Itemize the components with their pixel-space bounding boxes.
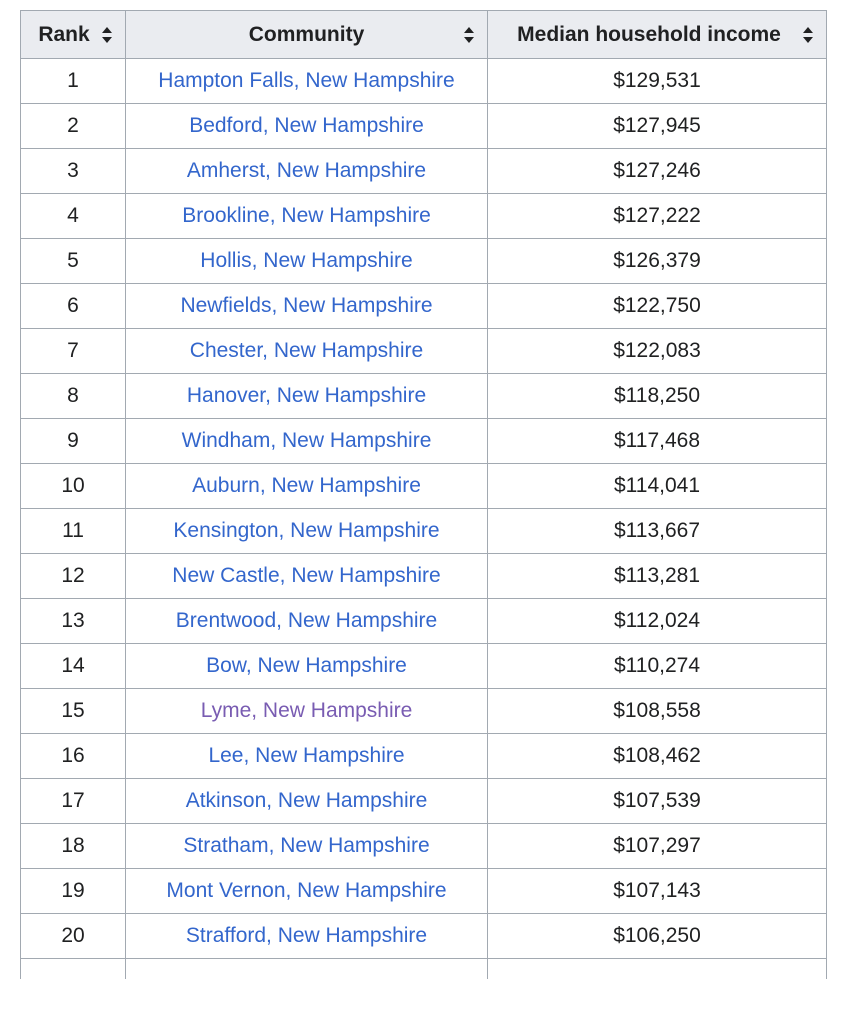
community-link[interactable]: Hampton Falls, New Hampshire: [158, 69, 455, 92]
income-cell: [488, 554, 827, 599]
community-cell: [126, 374, 488, 419]
rank-cell: [21, 104, 126, 149]
community-cell: [126, 644, 488, 689]
table-row: [21, 464, 827, 509]
community-cell: [126, 194, 488, 239]
community-link[interactable]: Stratham, New Hampshire: [183, 834, 430, 857]
rank-value: 5: [67, 249, 79, 272]
income-value: $122,083: [613, 339, 701, 362]
income-value: $114,041: [613, 474, 701, 497]
community-link[interactable]: Atkinson, New Hampshire: [185, 789, 428, 812]
rank-cell: [21, 419, 126, 464]
community-cell: [126, 779, 488, 824]
table-row: [21, 419, 827, 464]
income-ranking-table: [20, 10, 827, 979]
partial-cell: [126, 959, 488, 979]
income-value: $127,246: [613, 159, 701, 182]
income-cell: [488, 689, 827, 734]
community-link[interactable]: Hanover, New Hampshire: [186, 384, 427, 407]
community-link[interactable]: Lee, New Hampshire: [208, 744, 405, 767]
community-cell: [126, 239, 488, 284]
community-cell: [126, 329, 488, 374]
community-link[interactable]: Amherst, New Hampshire: [186, 159, 427, 182]
table-row: [21, 599, 827, 644]
rank-cell: [21, 194, 126, 239]
income-value: $107,297: [613, 834, 701, 857]
rank-cell: [21, 509, 126, 554]
rank-value: 13: [61, 609, 85, 632]
income-value: $122,750: [613, 294, 701, 317]
rank-cell: [21, 644, 126, 689]
column-header-rank[interactable]: [21, 11, 126, 59]
income-value: $108,558: [613, 699, 701, 722]
rank-cell: [21, 734, 126, 779]
income-cell: [488, 284, 827, 329]
community-link[interactable]: Bedford, New Hampshire: [189, 114, 424, 137]
rank-cell: [21, 329, 126, 374]
rank-cell: [21, 149, 126, 194]
income-cell: [488, 194, 827, 239]
income-cell: [488, 149, 827, 194]
column-header-rank-label: Rank: [38, 22, 90, 46]
community-link[interactable]: Lyme, New Hampshire: [200, 699, 413, 722]
community-link[interactable]: Windham, New Hampshire: [181, 429, 432, 452]
income-value: $108,462: [613, 744, 701, 767]
income-value: $118,250: [613, 384, 701, 407]
community-link[interactable]: Brookline, New Hampshire: [182, 204, 431, 227]
community-link[interactable]: Hollis, New Hampshire: [200, 249, 413, 272]
rank-value: 20: [61, 924, 85, 947]
community-link[interactable]: Chester, New Hampshire: [189, 339, 424, 362]
rank-value: 2: [67, 114, 79, 137]
income-value: $129,531: [613, 69, 701, 92]
table-row: [21, 194, 827, 239]
table-row: [21, 779, 827, 824]
income-value: $113,667: [613, 519, 701, 542]
table-row: [21, 104, 827, 149]
income-cell: [488, 824, 827, 869]
rank-value: 7: [67, 339, 79, 362]
table-row: [21, 509, 827, 554]
community-link[interactable]: Strafford, New Hampshire: [185, 924, 428, 947]
income-cell: [488, 464, 827, 509]
community-link[interactable]: Kensington, New Hampshire: [173, 519, 440, 542]
income-value: $127,945: [613, 114, 701, 137]
column-header-income[interactable]: [488, 11, 827, 59]
rank-cell: [21, 464, 126, 509]
community-cell: [126, 734, 488, 779]
rank-cell: [21, 59, 126, 104]
rank-value: 4: [67, 204, 79, 227]
table-header-row: [21, 11, 827, 59]
table-body: [21, 59, 827, 979]
rank-value: 17: [61, 789, 85, 812]
rank-cell: [21, 914, 126, 959]
community-cell: [126, 464, 488, 509]
income-cell: [488, 509, 827, 554]
income-value: $117,468: [613, 429, 701, 452]
community-link[interactable]: Newfields, New Hampshire: [180, 294, 433, 317]
income-value: $112,024: [613, 609, 701, 632]
income-cell: [488, 239, 827, 284]
community-cell: [126, 599, 488, 644]
income-value: $106,250: [613, 924, 701, 947]
income-cell: [488, 644, 827, 689]
income-cell: [488, 329, 827, 374]
table-row: [21, 329, 827, 374]
community-link[interactable]: Bow, New Hampshire: [206, 654, 407, 677]
table-row: [21, 239, 827, 284]
income-cell: [488, 914, 827, 959]
community-link[interactable]: New Castle, New Hampshire: [172, 564, 441, 587]
income-value: $107,539: [613, 789, 701, 812]
sort-icon[interactable]: [101, 26, 113, 44]
community-cell: [126, 59, 488, 104]
table-row: [21, 734, 827, 779]
rank-cell: [21, 284, 126, 329]
table-row: [21, 689, 827, 734]
community-link[interactable]: Brentwood, New Hampshire: [175, 609, 438, 632]
rank-value: 9: [67, 429, 79, 452]
community-link[interactable]: Mont Vernon, New Hampshire: [166, 879, 447, 902]
table-row: [21, 149, 827, 194]
table-row-partial: [21, 959, 827, 979]
community-cell: [126, 509, 488, 554]
rank-value: 1: [67, 69, 79, 92]
table-row: [21, 554, 827, 599]
table-row: [21, 914, 827, 959]
community-cell: [126, 554, 488, 599]
rank-value: 6: [67, 294, 79, 317]
rank-value: 19: [61, 879, 85, 902]
sort-icon[interactable]: [463, 26, 475, 44]
rank-value: 16: [61, 744, 85, 767]
income-cell: [488, 59, 827, 104]
community-cell: [126, 104, 488, 149]
community-cell: [126, 689, 488, 734]
rank-cell: [21, 599, 126, 644]
income-value: $113,281: [613, 564, 701, 587]
rank-value: 10: [61, 474, 85, 497]
rank-cell: [21, 374, 126, 419]
rank-value: 11: [62, 519, 84, 542]
rank-cell: [21, 239, 126, 284]
income-cell: [488, 779, 827, 824]
rank-cell: [21, 554, 126, 599]
partial-cell: [488, 959, 827, 979]
community-cell: [126, 824, 488, 869]
rank-value: 14: [61, 654, 85, 677]
column-header-community-label: Community: [248, 22, 365, 46]
income-value: $110,274: [613, 654, 701, 677]
rank-value: 3: [67, 159, 79, 182]
rank-cell: [21, 824, 126, 869]
income-cell: [488, 104, 827, 149]
income-cell: [488, 734, 827, 779]
table-row: [21, 374, 827, 419]
table-row: [21, 824, 827, 869]
column-header-income-label: Median household income: [517, 22, 781, 46]
income-cell: [488, 419, 827, 464]
income-value: $127,222: [613, 204, 701, 227]
column-header-community[interactable]: [126, 11, 488, 59]
income-cell: [488, 374, 827, 419]
rank-value: 18: [61, 834, 85, 857]
table-row: [21, 869, 827, 914]
table-row: [21, 59, 827, 104]
community-cell: [126, 419, 488, 464]
income-cell: [488, 869, 827, 914]
rank-cell: [21, 689, 126, 734]
community-cell: [126, 284, 488, 329]
rank-value: 15: [61, 699, 85, 722]
table-row: [21, 284, 827, 329]
income-cell: [488, 599, 827, 644]
rank-cell: [21, 779, 126, 824]
income-value: $126,379: [613, 249, 701, 272]
table-row: [21, 644, 827, 689]
rank-cell: [21, 869, 126, 914]
rank-value: 8: [67, 384, 79, 407]
partial-cell: [21, 959, 126, 979]
rank-value: 12: [61, 564, 85, 587]
community-cell: [126, 914, 488, 959]
community-cell: [126, 149, 488, 194]
community-link[interactable]: Auburn, New Hampshire: [192, 474, 421, 497]
income-value: $107,143: [613, 879, 701, 902]
community-cell: [126, 869, 488, 914]
sort-icon[interactable]: [802, 26, 814, 44]
